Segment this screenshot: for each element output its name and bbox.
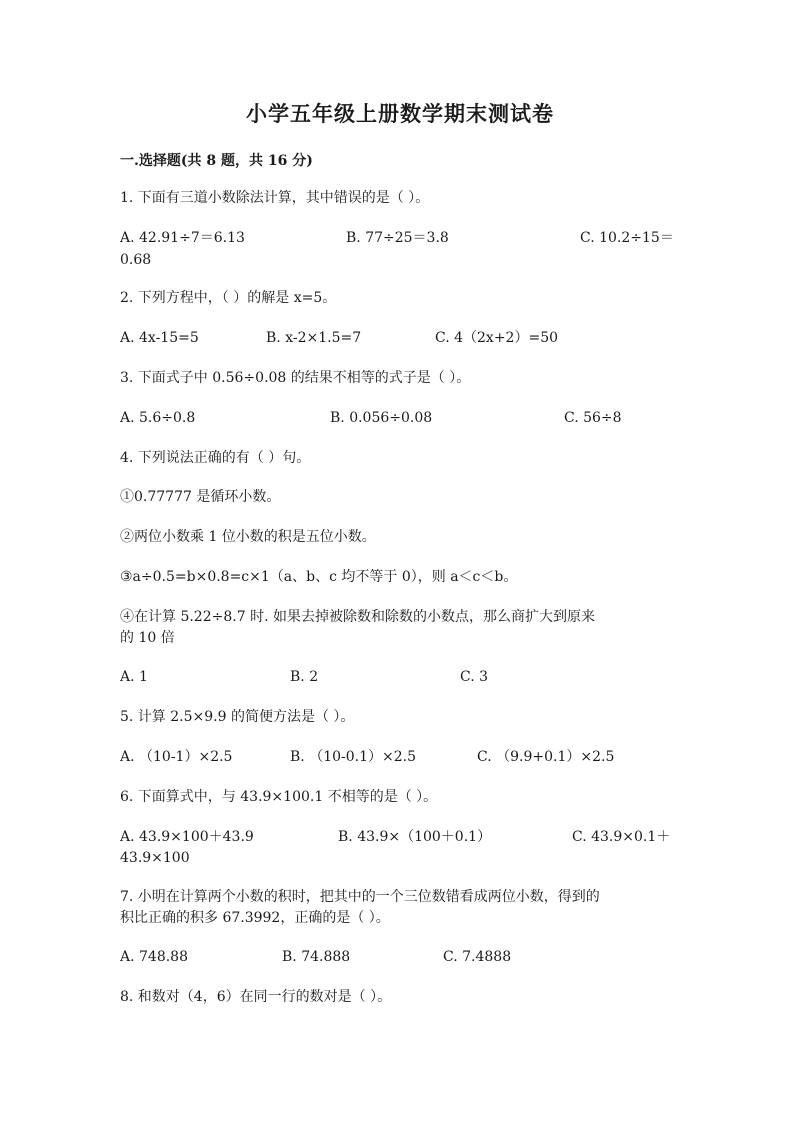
question-2-option-b[interactable]: B. x-2×1.5=7 [266,330,362,346]
question-6-option-c-wrap: 43.9×100 [120,850,190,866]
question-4-option-b[interactable]: B. 2 [290,669,319,685]
section-heading: 一.选择题(共 8 题，共 16 分) [120,153,313,169]
question-3-stem: 3. 下面式子中 0.56÷0.08 的结果不相等的式子是（ ）。 [120,370,471,386]
question-3-option-b[interactable]: B. 0.056÷0.08 [330,410,433,426]
exam-title: 小学五年级上册数学期末测试卷 [246,101,554,126]
question-2-stem: 2. 下列方程中，（ ）的解是 x=5。 [120,290,337,306]
question-4-option-c[interactable]: C. 3 [460,669,489,685]
question-7-stem-line-2: 积比正确的积多 67.3992，正确的是（ ）。 [120,910,390,926]
question-4-statement-2: ②两位小数乘 1 位小数的积是五位小数。 [120,529,376,545]
question-7-option-c[interactable]: C. 7.4888 [443,949,512,965]
question-6-stem: 6. 下面算式中，与 43.9×100.1 不相等的是（ ）。 [120,789,438,805]
question-2-option-a[interactable]: A. 4x-15=5 [120,330,199,346]
question-4-statement-1: ①0.77777 是循环小数。 [120,489,281,505]
question-4-statement-4: ④在计算 5.22÷8.7 时. 如果去掉被除数和除数的小数点，那么商扩大到原来 [120,609,595,625]
question-7-option-b[interactable]: B. 74.888 [282,949,351,965]
question-7-option-a[interactable]: A. 748.88 [120,949,188,965]
question-1-option-a[interactable]: A. 42.91÷7＝6.13 [120,230,245,246]
question-8-stem: 8. 和数对（4，6）在同一行的数对是（ ）。 [120,989,392,1005]
question-5-option-a[interactable]: A. （10-1）×2.5 [120,749,233,765]
question-5-option-c[interactable]: C. （9.9+0.1）×2.5 [477,749,615,765]
question-1-option-c-wrap: 0.68 [120,252,152,268]
question-4-statement-4-wrap: 的 10 倍 [120,630,175,646]
question-5-option-b[interactable]: B. （10-0.1）×2.5 [290,749,416,765]
question-3-option-c[interactable]: C. 56÷8 [564,410,622,426]
question-1-option-b[interactable]: B. 77÷25＝3.8 [346,230,449,246]
question-6-option-b[interactable]: B. 43.9×（100＋0.1） [338,829,492,845]
question-6-option-a[interactable]: A. 43.9×100＋43.9 [120,829,254,845]
question-3-option-a[interactable]: A. 5.6÷0.8 [120,410,196,426]
question-4-option-a[interactable]: A. 1 [120,669,148,685]
question-4-statement-3: ③a÷0.5=b×0.8=c×1（a、b、c 均不等于 0），则 a＜c＜b。 [120,569,518,585]
question-7-stem: 7. 小明在计算两个小数的积时，把其中的一个三位数错看成两位小数，得到的 [120,889,600,905]
question-6-option-c[interactable]: C. 43.9×0.1＋ [572,829,671,845]
question-2-option-c[interactable]: C. 4（2x+2）=50 [435,330,559,346]
question-1-stem: 1. 下面有三道小数除法计算，其中错误的是（ ）。 [120,190,430,206]
question-4-stem: 4. 下列说法正确的有（ ）句。 [120,450,311,466]
question-1-option-c[interactable]: C. 10.2÷15＝ [580,230,674,246]
question-5-stem: 5. 计算 2.5×9.9 的简便方法是（ ）。 [120,709,355,725]
